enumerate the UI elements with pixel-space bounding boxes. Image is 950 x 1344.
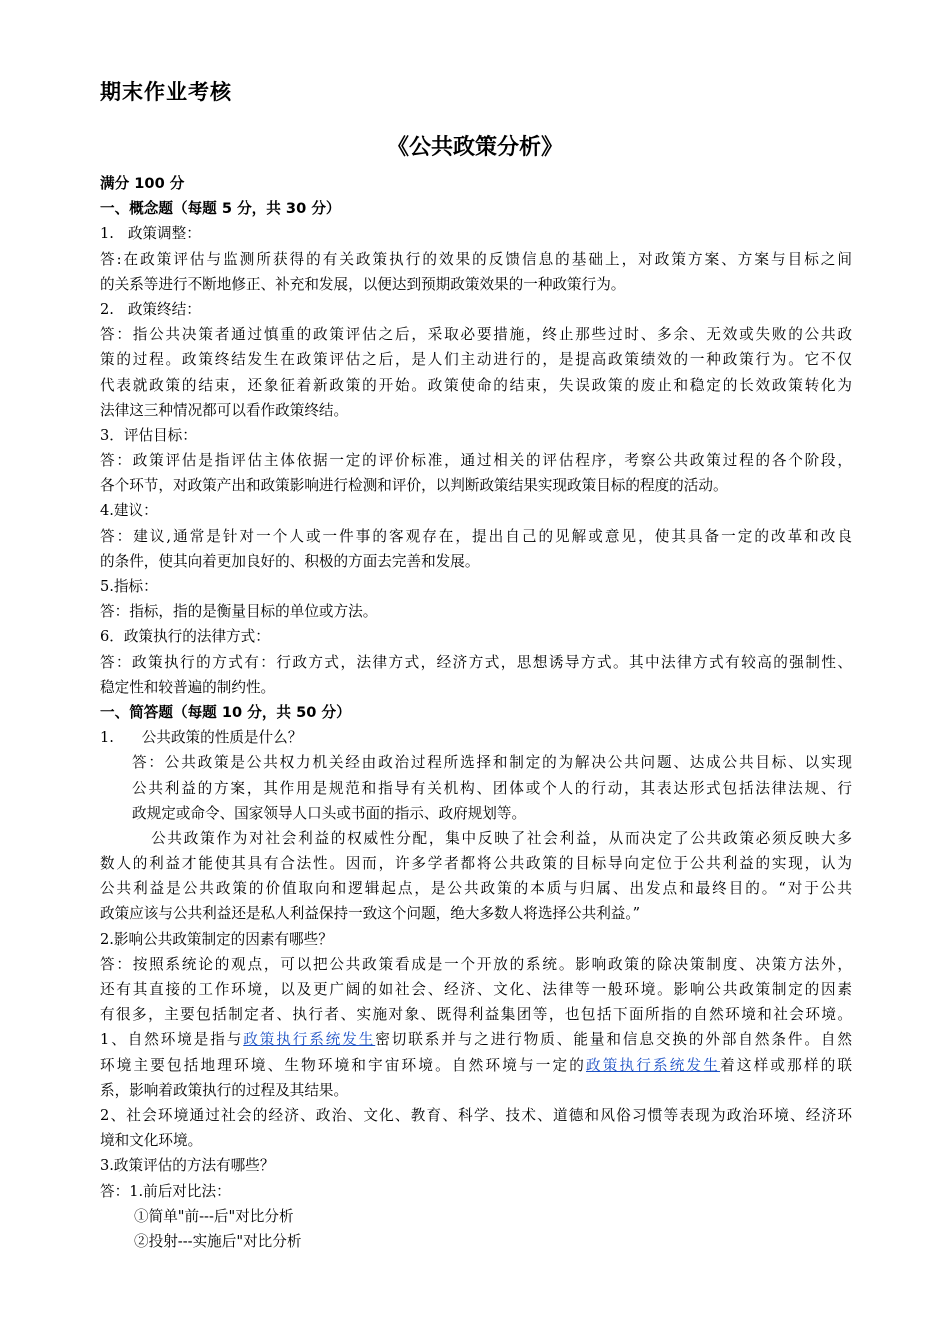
answer-line: 答：按照系统论的观点，可以把公共政策看成是一个开放的系统。影响政策的除决策制度、决策方法外， <box>100 955 852 973</box>
answer-line: 答：建议,通常是针对一个人或一件事的客观存在，提出自己的见解或意见，使其具备一定的改革和改良 <box>100 527 852 545</box>
answer-line-with-link <box>100 1053 852 1078</box>
answer-line: 稳定性和较普遍的制约性。 <box>100 678 276 696</box>
section-heading-concepts: 一、概念题（每题 5 分，共 30 分） <box>100 200 341 218</box>
document-body <box>100 171 852 1254</box>
answer-line: 公共利益的方案，其作用是规范和指导有关机构、团体或个人的行动，其表达形式包括法律法规、行 <box>132 779 852 797</box>
answer-line: 政规定或命令、国家领导人口头或书面的指示、政府规划等。 <box>132 804 527 822</box>
question-2-2: 2.影响公共政策制定的因素有哪些？ <box>100 930 333 948</box>
answer-line: 系，影响着政策执行的过程及其结果。 <box>100 1081 349 1099</box>
answer-line: 答：政策评估是指评估主体依据一定的评价标准，通过相关的评估程序，考察公共政策过程的各个阶段， <box>100 452 852 470</box>
question-1-6: 6．政策执行的法律方式： <box>100 628 270 646</box>
answer-line: 公共政策作为对社会利益的权威性分配，集中反映了社会利益，从而决定了公共政策必须反映大多 <box>100 829 852 847</box>
section-heading-short-answer: 一、简答题（每题 10 分，共 50 分） <box>100 703 351 721</box>
question-1-3: 3．评估目标： <box>100 426 197 444</box>
text-span: 1、自然环境是指与 <box>100 1031 244 1049</box>
answer-line: 答：指标，指的是衡量目标的单位或方法。 <box>100 603 378 621</box>
answer-line: 的关系等进行不断地修正、补充和发展，以便达到预期政策效果的一种政策行为。 <box>100 275 626 293</box>
answer-line: 代表就政策的结束，还象征着新政策的开始。政策使命的结束，失误政策的废止和稳定的长效政策转化为 <box>100 376 852 394</box>
answer-line: 答:在政策评估与监测所获得的有关政策执行的效果的反馈信息的基础上，对政策方案、方案与目标之间 <box>100 250 852 268</box>
document-header: 期末作业考核 <box>100 80 232 104</box>
answer-line: 各个环节，对政策产出和政策影响进行检测和评价，以判断政策结果实现政策目标的程度的活动。 <box>100 477 728 495</box>
answer-line: 的条件，使其向着更加良好的、积极的方面去完善和发展。 <box>100 552 480 570</box>
answer-line: 有很多，主要包括制定者、执行者、实施对象、既得利益集团等，也包括下面所指的自然环境和社会环境。 <box>100 1006 852 1024</box>
answer-line: 答：政策执行的方式有：行政方式，法律方式，经济方式，思想诱导方式。其中法律方式有较高的强制性、 <box>100 653 852 671</box>
policy-execution-system-link[interactable]: 政策执行系统发生 <box>243 1031 376 1049</box>
document-title: 《公共政策分析》 <box>386 135 563 160</box>
answer-line: 政策应该与公共利益还是私人利益保持一致这个问题，绝大多数人将选择公共利益。” <box>100 905 641 923</box>
answer-list-item: ②投射---实施后"对比分析 <box>134 1232 302 1250</box>
question-1-1: 1. 政策调整： <box>100 225 201 243</box>
answer-line: 答：指公共决策者通过慎重的政策评估之后，采取必要措施，终止那些过时、多余、无效或失败的公共政 <box>100 326 852 344</box>
question-1-4: 4.建议： <box>100 502 158 520</box>
question-2-1: 1. 公共政策的性质是什么？ <box>100 729 303 747</box>
answer-line: 策的过程。政策终结发生在政策评估之后，是人们主动进行的，是提高政策绩效的一种政策行为。它不仅 <box>100 351 852 369</box>
answer-line: 数人的利益才能使其具有合法性。因而，许多学者都将公共政策的目标导向定位于公共利益的实现，认为 <box>100 855 852 873</box>
question-1-2: 2. 政策终结： <box>100 300 201 318</box>
answer-line-with-link <box>100 1027 852 1052</box>
full-score-line: 满分 100 分 <box>100 175 185 192</box>
policy-execution-system-link[interactable]: 政策执行系统发生 <box>586 1056 721 1074</box>
question-2-3: 3.政策评估的方法有哪些？ <box>100 1157 275 1175</box>
text-span: 密切联系并与之进行物质、能量和信息交换的外部自然条件。自然 <box>375 1031 852 1049</box>
answer-line: 公共利益是公共政策的价值取向和逻辑起点，是公共政策的本质与归属、出发点和最终目的。“对于公共 <box>100 880 852 898</box>
answer-list-item: ①简单"前---后"对比分析 <box>134 1207 294 1225</box>
answer-line: 答：公共政策是公共权力机关经由政治过程所选择和制定的为解决公共问题、达成公共目标、以实现 <box>132 754 852 772</box>
answer-line: 答：1.前后对比法： <box>100 1182 231 1200</box>
answer-line: 2、社会环境通过社会的经济、政治、文化、教育、科学、技术、道德和风俗习惯等表现为政治环境、经济环 <box>100 1106 852 1124</box>
text-span: 着这样或那样的联 <box>720 1056 852 1074</box>
answer-line: 法律这三种情况都可以看作政策终结。 <box>100 401 349 419</box>
question-1-5: 5.指标： <box>100 578 158 595</box>
answer-line: 还有其直接的工作环境，以及更广阔的如社会、经济、文化、法律等一般环境。影响公共政策制定的因素 <box>100 981 852 998</box>
answer-line: 境和文化环境。 <box>100 1132 203 1150</box>
text-span: 环境主要包括地理环境、生物环境和宇宙环境。自然环境与一定的 <box>100 1056 586 1074</box>
